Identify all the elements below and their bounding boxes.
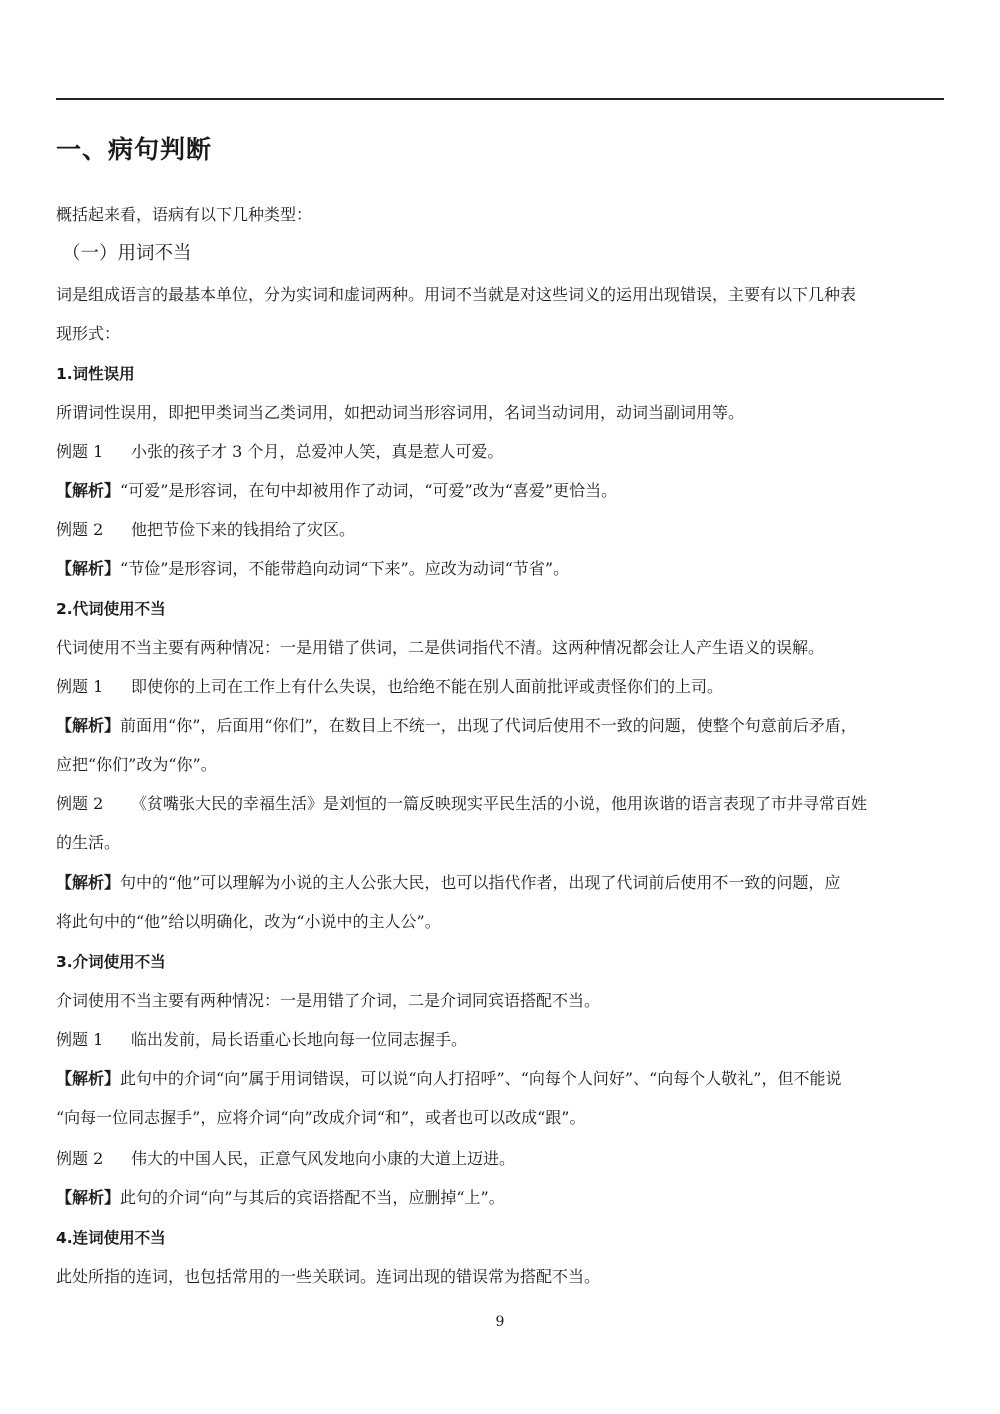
example-text: 小张的孩子才 3 个月，总爱冲人笑，真是惹人可爱。 [131,442,504,461]
analysis-text: 前面用“你”，后面用“你们”，在数目上不统一，出现了代词后使用不一致的问题，使整个句意前后矛盾， [120,716,857,735]
example-line [56,1030,948,1050]
item-heading: 3.介词使用不当 [56,953,166,971]
paragraph-line: 所谓词性误用，即把甲类词当乙类词用，如把动词当形容词用，名词当动词用，动词当副词用等。 [56,403,745,422]
subsection-title: （一）用词不当 [62,243,192,264]
example-text: 他把节俭下来的钱捐给了灾区。 [131,520,356,539]
analysis-tag: 【解析】 [56,873,121,892]
page-number: 9 [495,1314,505,1330]
item-heading: 1.词性误用 [56,365,135,383]
example-label: 例题 1 [56,442,104,461]
example-line [56,520,948,540]
example-line [56,794,948,814]
analysis-line [56,716,948,736]
paragraph-line: 应把“你们”改为“你”。 [56,755,217,774]
header-rule [56,98,944,100]
example-label: 例题 1 [56,677,104,696]
analysis-text: “节俭”是形容词，不能带趋向动词“下来”。应改为动词“节省”。 [120,559,570,578]
example-line [56,442,948,462]
analysis-line [56,1188,948,1208]
example-text: 临出发前，局长语重心长地向每一位同志握手。 [131,1030,468,1049]
item-heading: 4.连词使用不当 [56,1229,166,1247]
analysis-line [56,481,948,501]
analysis-tag: 【解析】 [56,1188,121,1207]
example-label: 例题 1 [56,1030,104,1049]
analysis-line [56,1069,948,1089]
paragraph-line: 词是组成语言的最基本单位，分为实词和虚词两种。用词不当就是对这些词义的运用出现错误，主要有以下几种表 [56,285,857,304]
example-text: 即使你的上司在工作上有什么失误，也给绝不能在别人面前批评或责怪你们的上司。 [131,677,724,696]
example-line [56,1149,948,1169]
example-label: 例题 2 [56,1149,104,1168]
example-label: 例题 2 [56,794,104,813]
example-label: 例题 2 [56,520,104,539]
analysis-tag: 【解析】 [56,1069,121,1088]
example-text: 《贫嘴张大民的幸福生活》是刘恒的一篇反映现实平民生活的小说，他用诙谐的语言表现了市井寻常百姓 [131,794,868,813]
example-line [56,677,948,697]
analysis-text: 此句中的介词“向”属于用词错误，可以说“向人打招呼”、“向每个人问好”、“向每个人敬礼”，但不能说 [120,1069,842,1088]
paragraph-line: “向每一位同志握手”，应将介词“向”改成介词“和”，或者也可以改成“跟”。 [56,1108,586,1127]
analysis-text: “可爱”是形容词，在句中却被用作了动词，“可爱”改为“喜爱”更恰当。 [120,481,618,500]
paragraph-line: 此处所指的连词，也包括常用的一些关联词。连词出现的错误常为搭配不当。 [56,1267,601,1286]
paragraph-line: 现形式： [56,324,121,343]
analysis-tag: 【解析】 [56,716,121,735]
analysis-tag: 【解析】 [56,559,121,578]
analysis-line [56,873,948,893]
paragraph-line: 代词使用不当主要有两种情况：一是用错了供词，二是供词指代不清。这两种情况都会让人产生语义的误解。 [56,638,825,657]
paragraph-line: 的生活。 [56,833,121,852]
analysis-tag: 【解析】 [56,481,121,500]
section-title: 一、病句判断 [56,135,213,164]
paragraph-line: 介词使用不当主要有两种情况：一是用错了介词，二是介词同宾语搭配不当。 [56,991,601,1010]
analysis-text: 此句的介词“向”与其后的宾语搭配不当，应删掉“上”。 [120,1188,505,1207]
example-text: 伟大的中国人民，正意气风发地向小康的大道上迈进。 [131,1149,516,1168]
analysis-line [56,559,948,579]
item-heading: 2.代词使用不当 [56,600,166,618]
intro-text: 概括起来看，语病有以下几种类型： [56,205,313,224]
analysis-text: 句中的“他”可以理解为小说的主人公张大民，也可以指代作者，出现了代词前后使用不一致的问题，应 [120,873,841,892]
paragraph-line: 将此句中的“他”给以明确化，改为“小说中的主人公”。 [56,912,441,931]
